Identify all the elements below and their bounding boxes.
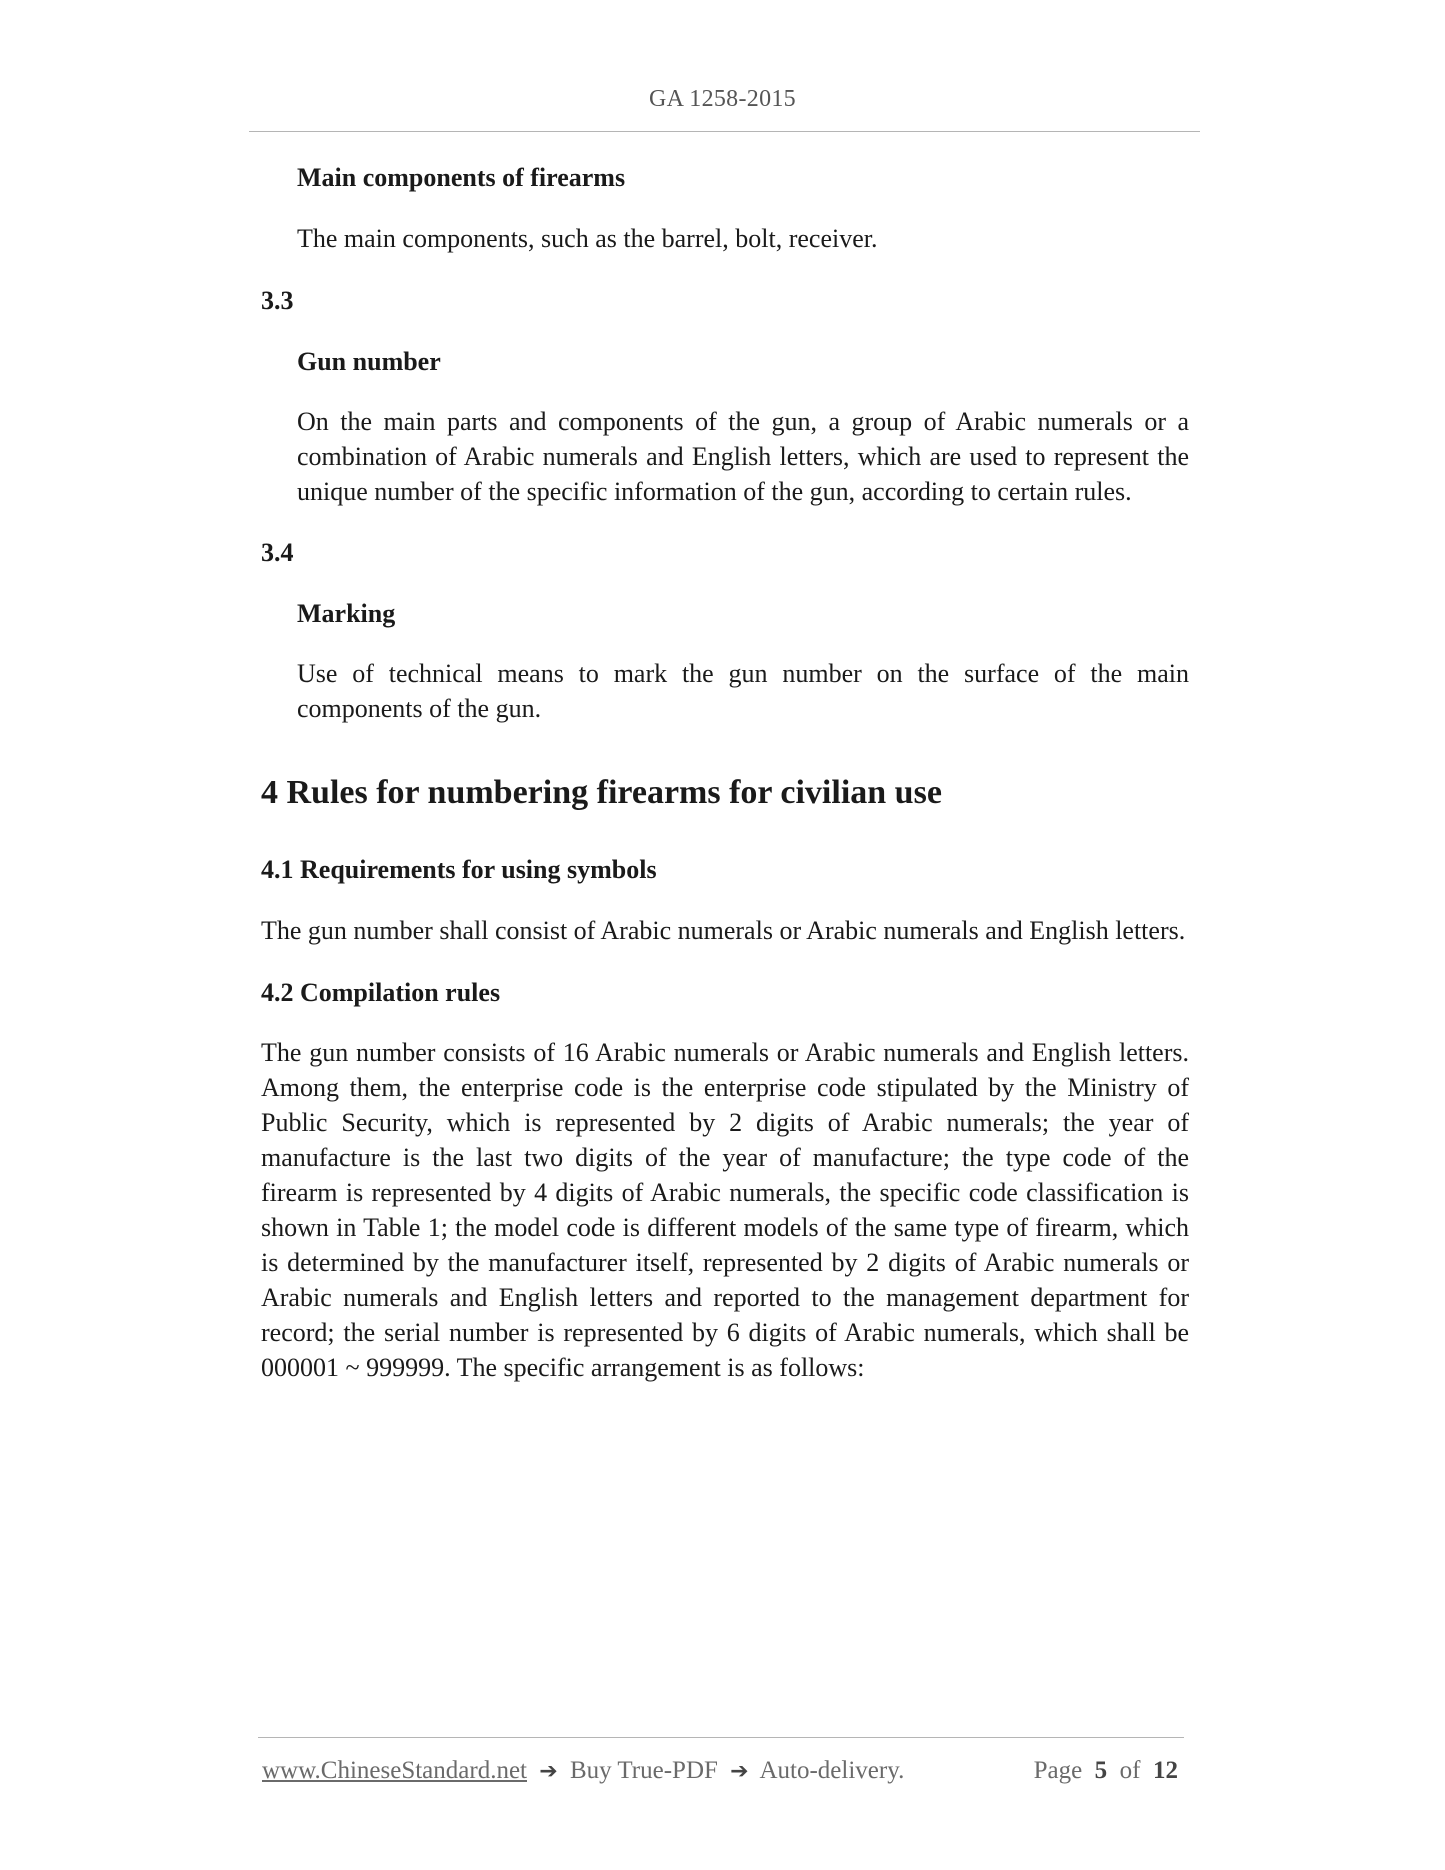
footer-divider — [258, 1737, 1184, 1738]
right-arrow-icon: ➔ — [539, 1759, 558, 1784]
subsection-heading-4-2: 4.2 Compilation rules — [261, 978, 501, 1007]
term-main-components: Main components of firearms — [297, 163, 626, 192]
definition-gun-number: On the main parts and components of the gun, a group of Arabic numerals or a combination of Arabic numerals and English letters, which are used to represent the unique number of the specific information of the gun, according to certain rules. — [297, 407, 1189, 506]
page-current: 5 — [1094, 1757, 1108, 1784]
page-total: 12 — [1153, 1757, 1178, 1784]
page-footer — [262, 1754, 1182, 1789]
clause-number-3-4: 3.4 — [261, 538, 294, 567]
header-divider — [249, 131, 1200, 132]
chinesestandard-link[interactable]: www.ChineseStandard.net — [262, 1757, 527, 1784]
section-heading-4: 4 Rules for numbering firearms for civilian use — [261, 774, 942, 811]
right-arrow-icon: ➔ — [730, 1759, 749, 1784]
term-marking: Marking — [297, 599, 396, 628]
footer-step-buy: Buy True-PDF — [569, 1757, 718, 1784]
paragraph-4-1: The gun number shall consist of Arabic numerals or Arabic numerals and English letters. — [261, 916, 1186, 945]
clause-number-3-3: 3.3 — [261, 286, 294, 315]
paragraph-4-2: The gun number consists of 16 Arabic numerals or Arabic numerals and English letters. Among them, the enterprise code is the enterprise code stipulated by the Ministry of Public Security, which is represented by 2 digits of Arabic numerals; the year of manufacture is the last two digits of the year of manufacture; the type code of the firearm is represented by 4 digits of Arabic numerals, the specific code classification is shown in Table 1; the model code is different models of the same type of firearm, which is determined by the manufacturer itself, represented by 2 digits of Arabic numerals or Arabic numerals and English letters and reported to the management department for record; the serial number is represented by 6 digits of Arabic numerals, which shall be 000001 ~ 999999. The specific arrangement is as follows: — [261, 1038, 1189, 1382]
page-of-label: of — [1119, 1757, 1141, 1784]
document-id-header: GA 1258-2015 — [649, 86, 796, 112]
definition-marking: Use of technical means to mark the gun number on the surface of the main components of the gun. — [297, 659, 1189, 723]
subsection-heading-4-1: 4.1 Requirements for using symbols — [261, 855, 657, 884]
page-indicator — [1034, 1754, 1178, 1788]
term-gun-number: Gun number — [297, 347, 441, 376]
definition-main-components: The main components, such as the barrel, bolt, receiver. — [297, 224, 878, 253]
page-label: Page — [1033, 1757, 1083, 1784]
footer-step-delivery: Auto-delivery. — [759, 1757, 905, 1784]
